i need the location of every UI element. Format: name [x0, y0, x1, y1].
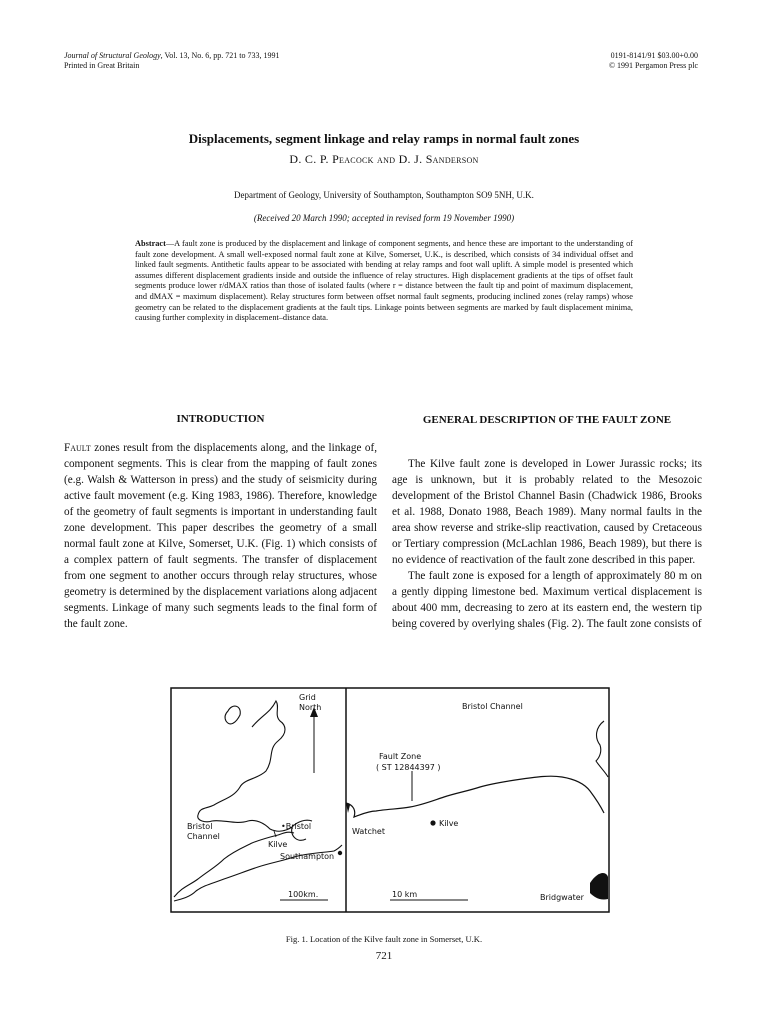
location-map-svg	[170, 687, 610, 913]
intro-body: zones result from the displacements along, and the linkage of, component segments. This is clear from the mapping of fault zones (e.g. Walsh & Watterson in press) and the study of seismicity during active fault movement (e.g. King 1983, 1986). Therefore, knowledge of the geometry of fault segments is important in understanding fault zone development. This paper describes the geometry of a small normal fault zone at Kilve, Somerset, U.K. (Fig. 1) which consists of a complex pattern of fault segments. The transfer of displacement from one segment to another occurs through relay structures, whose geometry is determined by the displacement variations along adjacent segments. Linkage of many such segments leads to the final form of the fault zone.	[64, 442, 377, 630]
anglesey-coast	[225, 706, 240, 724]
grid-reference-label: ( ST 12844397 )	[376, 763, 441, 772]
fault-zone-label: Fault Zone	[379, 752, 422, 761]
journal-header	[64, 51, 279, 71]
printed-in: Printed in Great Britain	[64, 61, 140, 70]
north-label: North	[299, 703, 322, 712]
abstract-text: —A fault zone is produced by the displacement and linkage of component segments, and hence these are important to the understanding of fault zone development. A small well-exposed normal fault zone at Kilve, Somerset, U.K., is described, which consists of 34 individual offset and linked fault segments. Antithetic faults appear to be associated with bending at relay ramps and foot wall uplift. A simple model is presented which assumes different displacement gradients inside and outside the influence of relay structures. High displacement gradients at the tips of offset fault segments produce lower r/dMAX ratios than those of isolated faults (where r = distance between the fault tip and point of maximum displacement, and dMAX = maximum displacement). Relay structures form between offset normal fault segments, producing inclined zones (relay ramps) whose geometry can be related to the displacement gradients at the fault tips. Linkage points between segments are marked by fault displacement minima, causing further complexity in displacement–distance data.	[135, 239, 633, 323]
publisher-header	[609, 51, 698, 71]
scale-right-label: 10 km	[392, 890, 418, 899]
somerset-coastline	[346, 776, 604, 817]
abstract	[135, 239, 633, 324]
bristol-channel-right-label: Bristol Channel	[462, 702, 523, 711]
authors: D. C. P. Peacock and D. J. Sanderson	[289, 152, 479, 166]
issn: 0191-8141/91 $03.00+0.00	[610, 51, 698, 60]
grid-label: Grid	[299, 693, 316, 702]
figure-1-location-map	[170, 687, 610, 913]
article-title: Displacements, segment linkage and relay ramps in normal fault zones	[188, 131, 580, 146]
heading-introduction: INTRODUCTION	[176, 413, 265, 425]
affiliation: Department of Geology, University of Southampton, Southampton SO9 5NH, U.K.	[234, 190, 534, 200]
east-coast-line	[596, 721, 608, 777]
figure-frame	[171, 688, 609, 912]
journal-name: Journal of Structural Geology	[64, 51, 161, 60]
wales-coastline	[198, 701, 292, 831]
bridgwater-bay-fill	[590, 873, 608, 899]
general-paragraph-2: The fault zone is exposed for a length of approximately 80 m on a gently dipping limestone bed. Maximum vertical displacement is about 400 mm, decreasing to zero at its eastern end, the western tip being covered by overlying shales (Fig. 2). The fault zone consists of	[392, 570, 702, 630]
kilve-label-right: Kilve	[439, 819, 459, 828]
journal-citation: , Vol. 13, No. 6, pp. 721 to 733, 1991	[160, 51, 280, 60]
southampton-dot	[338, 851, 342, 855]
intro-lead-word: Fault	[64, 442, 91, 454]
heading-general-description: GENERAL DESCRIPTION OF THE FAULT ZONE	[422, 414, 672, 426]
bristol-channel-left-2: Channel	[187, 832, 220, 841]
introduction-text	[64, 440, 377, 632]
copyright: © 1991 Pergamon Press plc	[608, 61, 698, 70]
figure-1-caption: Fig. 1. Location of the Kilve fault zone in Somerset, U.K.	[285, 934, 483, 944]
abstract-label: Abstract	[135, 239, 166, 248]
kilve-dot	[430, 820, 435, 825]
bristol-label: •Bristol	[281, 822, 312, 831]
general-paragraph-1: The Kilve fault zone is developed in Lower Jurassic rocks; its age is unknown, but it is probably related to the Mesozoic development of the Bristol Channel Basin (Chadwick 1986, Brooks et al. 1988, Donato 1988, Beach 1989). Many normal faults in the area show reverse and strike-slip reactivation, caused by Cretaceous or Tertiary compression (McLachlan 1986, Beach 1989), but there is no evidence of reactivation of the fault zone described in this paper.	[392, 458, 702, 566]
bridgwater-label: Bridgwater	[540, 893, 584, 902]
received-dates: (Received 20 March 1990; accepted in revised form 19 November 1990)	[253, 213, 515, 223]
southampton-label: Southampton	[280, 852, 335, 861]
general-description-text	[392, 456, 702, 632]
bristol-channel-left-1: Bristol	[187, 822, 213, 831]
watchet-label: Watchet	[352, 827, 385, 836]
kilve-label-left: Kilve	[268, 840, 288, 849]
scale-left-label: 100km.	[288, 890, 319, 899]
page-number: 721	[375, 950, 393, 962]
